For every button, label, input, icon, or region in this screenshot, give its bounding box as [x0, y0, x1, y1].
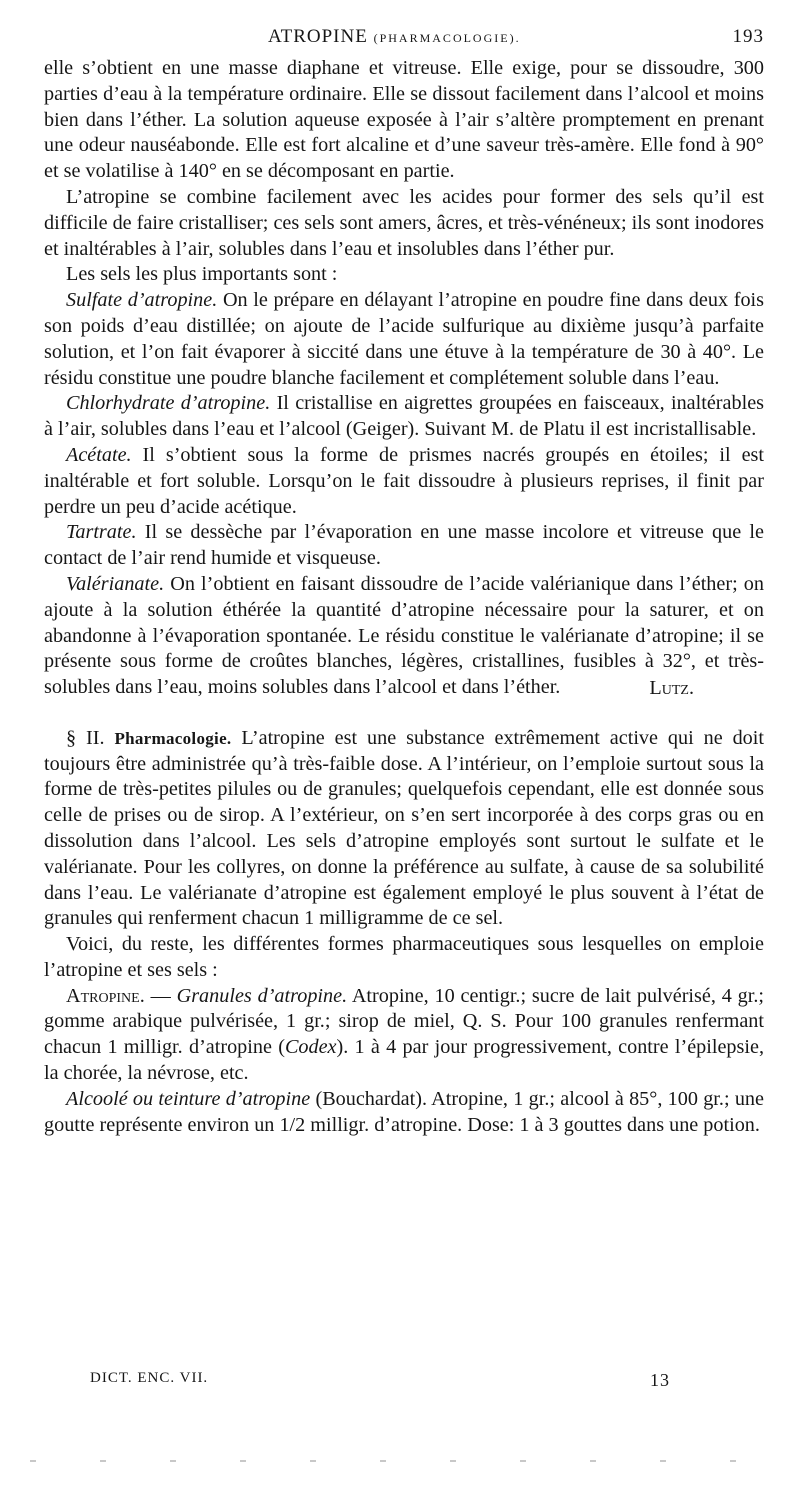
paragraph: Les sels les plus importants sont : [66, 263, 338, 286]
paragraph-acetate [44, 443, 764, 520]
signature-mark: DICT. ENC. VII. [90, 1370, 209, 1386]
paragraph: Voici, du reste, les différentes formes pharmaceutiques sous lesquelles on emploie l’atropine et ses sels : [44, 933, 764, 981]
paragraph-tartrate [44, 520, 764, 572]
entry-title: Alcoolé ou teinture d’atropine [66, 1087, 311, 1110]
entry-title: Sulfate d’atropine. [66, 289, 218, 312]
entry-text: On le prépare en délayant l’atropine en poudre fine dans deux fois son poids d’eau distillée; on ajoute de l’acide sulfurique au dixième jusqu’à parfaite solution, et l’on fait évaporer à siccité dans une étuve à la température de 30 à 40°. Le résidu constitue une poudre blanche facilement et complétement soluble dans l’eau. [44, 289, 764, 389]
entry-text: On l’obtient en faisant dissoudre de l’acide valérianique dans l’éther; on ajoute à la solution éthérée la quantité d’atropine nécessaire pour la saturer, et on abandonne à l’évaporation spontanée. Le résidu constitue le valérianate d’atropine; il se présente sous forme de croûtes blanches, légères, cristallines, fusibles à 32°, et très-solubles dans l’eau, moins solubles dans l’alcool et dans l’éther. [44, 572, 764, 699]
entry-title: Acétate. [66, 443, 132, 466]
running-header [44, 26, 764, 56]
dash: — [150, 984, 171, 1007]
section-number: § II. [66, 726, 105, 749]
paragraph-chlorhydrate [44, 391, 764, 443]
entry-text: Il s’obtient sous la forme de prismes nacrés groupés en étoiles; il est inaltérable et fort soluble. Lorsqu’on le fait dissoudre à plusieurs reprises, il finit par perdre un peu d’acide acétique. [44, 443, 764, 518]
entry-title: Chlorhydrate d’atropine. [66, 392, 271, 415]
document-page [44, 26, 764, 1138]
paragraph-alcoole [44, 1087, 764, 1139]
entry-text: Il cristallise en aigrettes groupées en faisceaux, inaltérables à l’air, solubles dans l’eau et l’alcool (Geiger). Suivant M. de Platu il est incristallisable. [44, 392, 765, 441]
entry-label: Atropine. [66, 984, 145, 1007]
paragraph: L’atropine se combine facilement avec les acides pour former des sels qu’il est difficile de faire cristalliser; ces sels sont amers, âcres, et très-vénéneux; ils sont inodores et inaltérables à l’air, solubles dans l’eau et insolubles dans l’éther pur. [44, 185, 764, 260]
paragraph-granules [44, 984, 764, 1087]
entry-title: Valérianate. [66, 572, 165, 595]
section-text: L’atropine est une substance extrêmement active qui ne doit toujours être administrée qu’à très-faible dose. A l’intérieur, on l’emploie surtout sous la forme de très-petites pilules ou de granules; quelquefois cependant, elle est donnée sous celle de prises ou de sirop. A l’extérieur, on s’en sert incorporée à des corps gras ou en dissolution dans l’alcool. Les sels d’atropine employés sont surtout le sulfate et le valérianate. Pour les collyres, on donne la préférence au sulfate, à cause de sa solubilité dans l’eau. Le valérianate d’atropine est également employé le plus souvent à l’état de granules qui renferment chacun 1 milligramme de ce sel. [44, 726, 764, 930]
paragraph: elle s’obtient en une masse diaphane et vitreuse. Elle exige, pour se dissoudre, 300 parties d’eau à la température ordinaire. Elle se dissout facilement dans l’alcool et moins bien dans l’éther. La solution aqueuse exposée à l’air s’altère promptement en prenant une odeur nauséabonde. Elle est fort alcaline et d’une saveur très-amère. Elle fond à 90° et se volatilise à 140° en se décomposant en partie. [44, 57, 764, 183]
page-number: 193 [732, 26, 764, 47]
scan-artifact-line [30, 1460, 770, 1462]
author-signature: Lutz. [649, 676, 694, 699]
running-title-main: ATROPINE [268, 26, 368, 47]
sheet-number: 13 [650, 1370, 670, 1390]
entry-title: Granules d’atropine. [176, 984, 348, 1007]
section-2-intro [44, 726, 764, 932]
running-title-sub: (PHARMACOLOGIE). [373, 31, 521, 45]
page-footer [90, 1370, 690, 1390]
running-title [268, 26, 521, 48]
entry-text-end: ). 1 à 4 par jour progressivement, contre l’épilepsie, la chorée, la névrose, etc. [44, 1036, 764, 1085]
entry-text: Atropine, 10 centigr.; sucre de lait pulvérisé, 4 gr.; gomme arabique pulvérisée, 1 gr.; sirop de miel, Q. S. Pour 100 granules renfermant chacun 1 milligr. d’atropine ( [44, 984, 765, 1059]
entry-text: Il se dessèche par l’évaporation en une masse incolore et vitreuse que le contact de l’air rend humide et visqueuse. [44, 521, 765, 570]
codex-reference: Codex [284, 1036, 337, 1059]
page-body [44, 56, 764, 1138]
section-title: Pharmacologie. [114, 728, 232, 748]
entry-title: Tartrate. [66, 521, 137, 544]
paragraph-sulfate [44, 288, 764, 391]
entry-text: (Bouchardat). Atropine, 1 gr.; alcool à 85°, 100 gr.; une goutte représente environ un 1/2 milligr. d’atropine. Dose: 1 à 3 gouttes dans une potion. [44, 1087, 764, 1136]
section-spacer [44, 702, 764, 726]
